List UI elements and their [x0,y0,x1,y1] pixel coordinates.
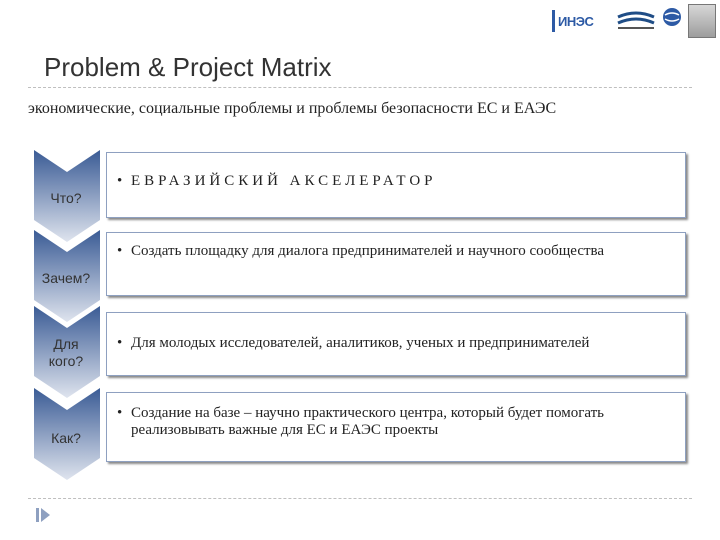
page-title: Problem & Project Matrix [44,52,332,82]
globe-icon [662,7,682,27]
question-label: Для кого? [48,336,84,369]
answer-box [106,232,686,296]
partner-logos [552,4,716,38]
chevron-how [34,388,100,480]
list-item: • Создать площадку для диалога предпринимателей и научного сообщества [117,243,605,259]
page-subtitle: экономические, социальные проблемы и проблемы безопасности ЕС и ЕАЭС [28,100,557,117]
chevron-for-whom [34,306,100,398]
question-label: Что? [50,190,82,206]
wave-logo-icon [616,9,656,33]
chevron-what [34,150,100,242]
list-item: • Для молодых исследователей, аналитиков, ученых и предпринимателей [117,335,590,351]
inec-logo: ИНЭС [552,10,610,32]
answer-box [106,392,686,462]
answer-box [106,312,686,376]
slide-nav-arrow-icon[interactable] [36,508,50,522]
list-item: • Создание на базе – научно практического центра, который будет помогать реализовывать важные для ЕС и ЕАЭС проекты [117,405,605,438]
iiasa-logo [662,7,682,35]
portrait-photo [688,4,716,38]
list-item: • ЕВРАЗИЙСКИЙ АКСЕЛЕРАТОР [117,173,437,189]
footer-divider [28,498,692,499]
question-label: Как? [51,430,81,446]
question-label: Зачем? [41,270,91,286]
title-divider [28,87,692,88]
answer-box [106,152,686,218]
